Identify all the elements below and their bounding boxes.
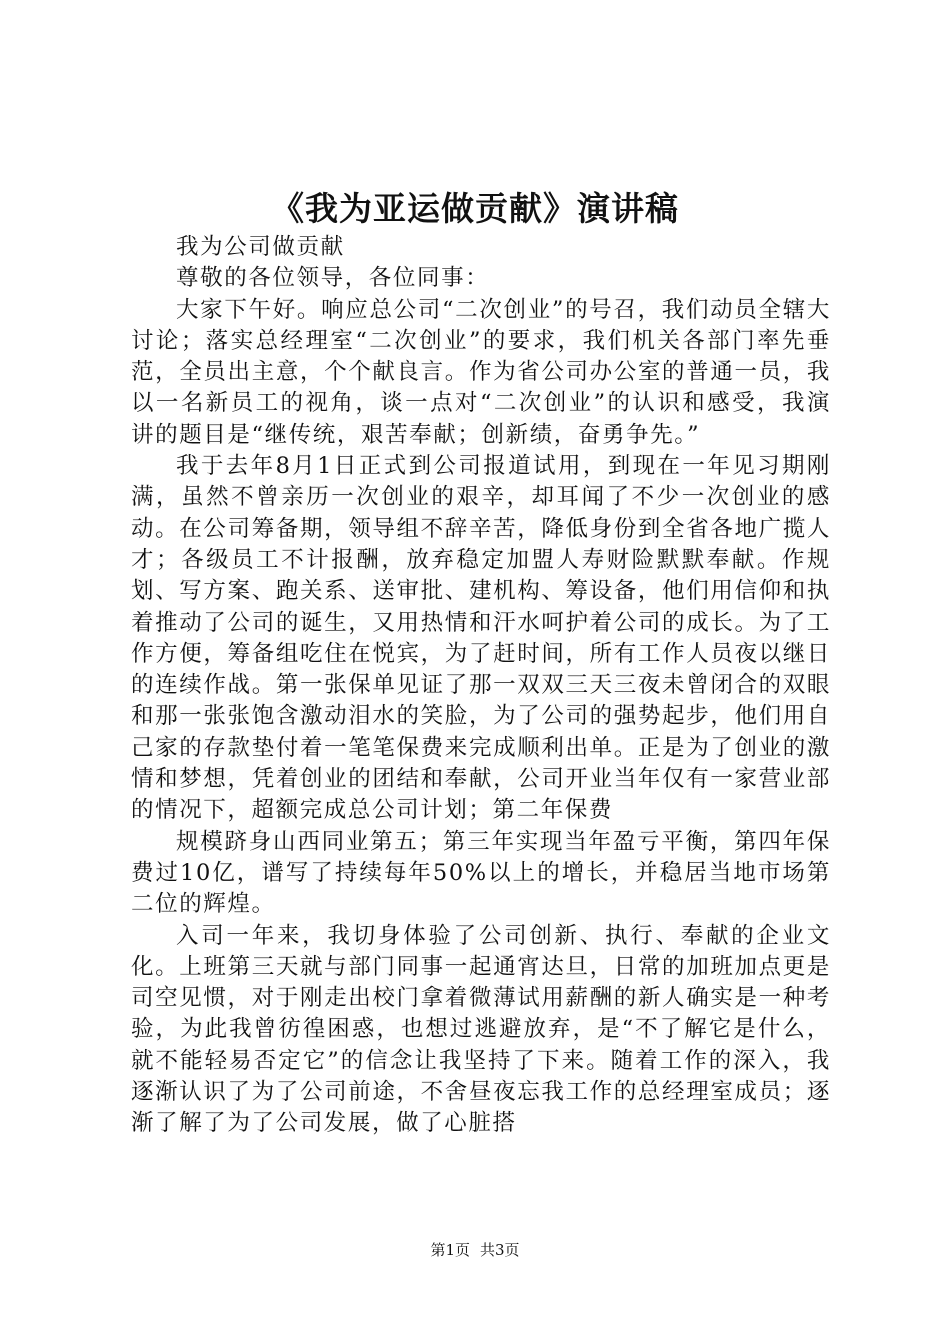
paragraph: 规模跻身山西同业第五；第三年实现当年盈亏平衡，第四年保费过10亿，谱写了持续每年50%以上的增长，并稳居当地市场第二位的辉煌。 bbox=[131, 828, 831, 918]
page-number: 第1页 bbox=[430, 1241, 470, 1259]
paragraph: 我于去年8月1日正式到公司报道试用，到现在一年见习期刚满，虽然不曾亲历一次创业的艰辛，却耳闻了不少一次创业的感动。在公司筹备期，领导组不辞辛苦，降低身份到全省各地广揽人才；各级员工不计报酬，放弃稳定加盟人寿财险默默奉献。作规划、写方案、跑关系、送审批、建机构、筹设备，他们用信仰和执着推动了公司的诞生，又用热情和汗水呵护着公司的成长。为了工作方便，筹备组吃住在悦宾，为了赶时间，所有工作人员夜以继日的连续作战。第一张保单见证了那一双双三天三夜未曾闭合的双眼和那一张张饱含激动泪水的笑脸，为了公司的强势起步，他们用自己家的存款垫付着一笔笔保费来完成顺利出单。正是为了创业的激情和梦想，凭着创业的团结和奉献，公司开业当年仅有一家营业部的情况下，超额完成总公司计划；第二年保费 bbox=[131, 453, 831, 824]
document-body bbox=[131, 232, 831, 1140]
page-footer bbox=[0, 1240, 950, 1260]
paragraph-salutation: 尊敬的各位领导，各位同事： bbox=[176, 265, 490, 292]
paragraph: 大家下午好。响应总公司“二次创业”的号召，我们动员全辖大讨论；落实总经理室“二次创业”的要求，我们机关各部门率先垂范，全员出主意，个个献良言。作为省公司办公室的普通一员，我以一名新员工的视角，谈一点对“二次创业”的认识和感受，我演讲的题目是“继传统，艰苦奉献；创新绩，奋勇争先。” bbox=[131, 296, 831, 448]
paragraph: 入司一年来，我切身体验了公司创新、执行、奉献的企业文化。上班第三天就与部门同事一起通宵达旦，日常的加班加点更是司空见惯，对于刚走出校门拿着微薄试用薪酬的新人确实是一种考验，为此我曾彷徨困惑，也想过逃避放弃，是“不了解它是什么，就不能轻易否定它”的信念让我坚持了下来。随着工作的深入，我逐渐认识了为了公司前途，不舍昼夜忘我工作的总经理室成员；逐渐了解了为了公司发展，做了心脏搭 bbox=[131, 922, 831, 1137]
paragraph-subtitle: 我为公司做贡献 bbox=[176, 234, 345, 260]
page-total: 共3页 bbox=[480, 1241, 520, 1259]
document-title: 《我为亚运做贡献》演讲稿 bbox=[271, 189, 679, 228]
